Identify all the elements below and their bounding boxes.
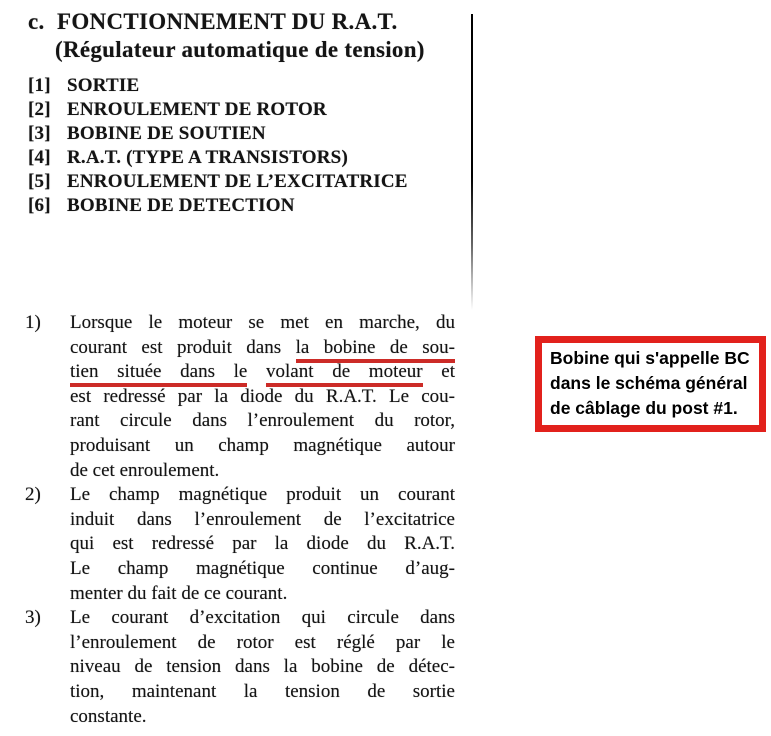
paragraph-body [70,606,455,729]
part-label: SORTIE [67,75,140,96]
part-number: [4] [28,147,51,168]
parts-list-item [28,194,408,218]
annotation-box [535,336,766,432]
text-segment: et [422,361,455,383]
parts-list-item [28,98,408,122]
red-underlined-text: la bobine de sou- [296,337,455,363]
text-line [70,311,455,336]
text-segment: constante. [70,705,147,727]
text-line [70,508,455,533]
text-segment: Le courant d’excitation qui circule dans [70,607,455,629]
text-line [70,360,455,385]
text-segment: de cet enroulement. [70,459,220,481]
text-segment: qui est redressé par la diode du R.A.T. [70,533,455,555]
paragraph-number: 2) [25,484,41,506]
part-label: BOBINE DE DETECTION [67,195,295,216]
text-line [70,483,455,508]
text-segment: tion, maintenant la tension de sortie [70,680,455,702]
text-line [70,385,455,410]
paragraph-number: 3) [25,607,41,629]
annotation-text [550,346,759,421]
annotation-line: Bobine qui s'appelle BC [550,348,750,368]
section-heading [28,8,425,64]
text-line [70,336,455,361]
section-heading-line1 [28,8,425,36]
page-edge-scan-line [471,14,473,310]
parts-list-item [28,74,408,98]
part-label: BOBINE DE SOUTIEN [67,123,266,144]
red-underlined-text: volant de moteur [266,361,423,387]
annotation-line: de câblage du post #1. [550,398,738,418]
text-line [70,557,455,582]
text-line [70,434,455,459]
paragraph [25,311,455,483]
part-label: ENROULEMENT DE ROTOR [67,99,327,120]
text-line [70,582,455,607]
text-segment: rant circule dans l’enroulement du rotor, [70,410,455,432]
paragraph-body [70,483,455,606]
text-segment: produisant un champ magnétique autour [70,434,455,456]
part-number: [6] [28,195,51,216]
text-segment: Lorsque le moteur se met en marche, du [70,312,455,333]
annotation-line: dans le schéma général [550,373,748,393]
paragraph-body [70,311,455,483]
section-subtitle: (Régulateur automatique de tension) [55,37,425,62]
parts-list-item [28,170,408,194]
text-segment: niveau de tension dans la bobine de détec- [70,656,455,678]
parts-list [28,74,408,218]
part-number: [1] [28,75,51,96]
text-segment: Le champ magnétique produit un courant [70,484,455,506]
part-label: ENROULEMENT DE L’EXCITATRICE [67,171,408,192]
text-segment: est redressé par la diode du R.A.T. Le cou- [70,385,455,407]
paragraph [25,483,455,606]
text-line [70,705,455,730]
text-line [70,631,455,656]
section-letter: c. [28,9,45,34]
text-line [70,606,455,631]
part-number: [5] [28,171,51,192]
text-segment: l’enroulement de rotor est réglé par le [70,631,455,653]
text-segment: menter du fait de ce courant. [70,582,288,604]
part-number: [2] [28,99,51,120]
part-number: [3] [28,123,51,144]
parts-list-item [28,146,408,170]
text-line [70,532,455,557]
part-label: R.A.T. (TYPE A TRANSISTORS) [67,147,348,168]
body-paragraphs [25,311,455,729]
text-line [70,680,455,705]
text-segment: induit dans l’enroulement de l’excitatrice [70,508,455,530]
parts-list-item [28,122,408,146]
red-underlined-text: tien située dans le [70,361,247,387]
paragraph-number: 1) [25,312,41,333]
section-title: FONCTIONNEMENT DU R.A.T. [57,9,398,34]
text-line [70,409,455,434]
paragraph [25,606,455,729]
text-segment: courant est produit dans [70,336,296,358]
text-line [70,655,455,680]
text-line [70,459,455,484]
text-segment: Le champ magnétique continue d’aug- [70,557,455,579]
text-segment [247,361,266,382]
